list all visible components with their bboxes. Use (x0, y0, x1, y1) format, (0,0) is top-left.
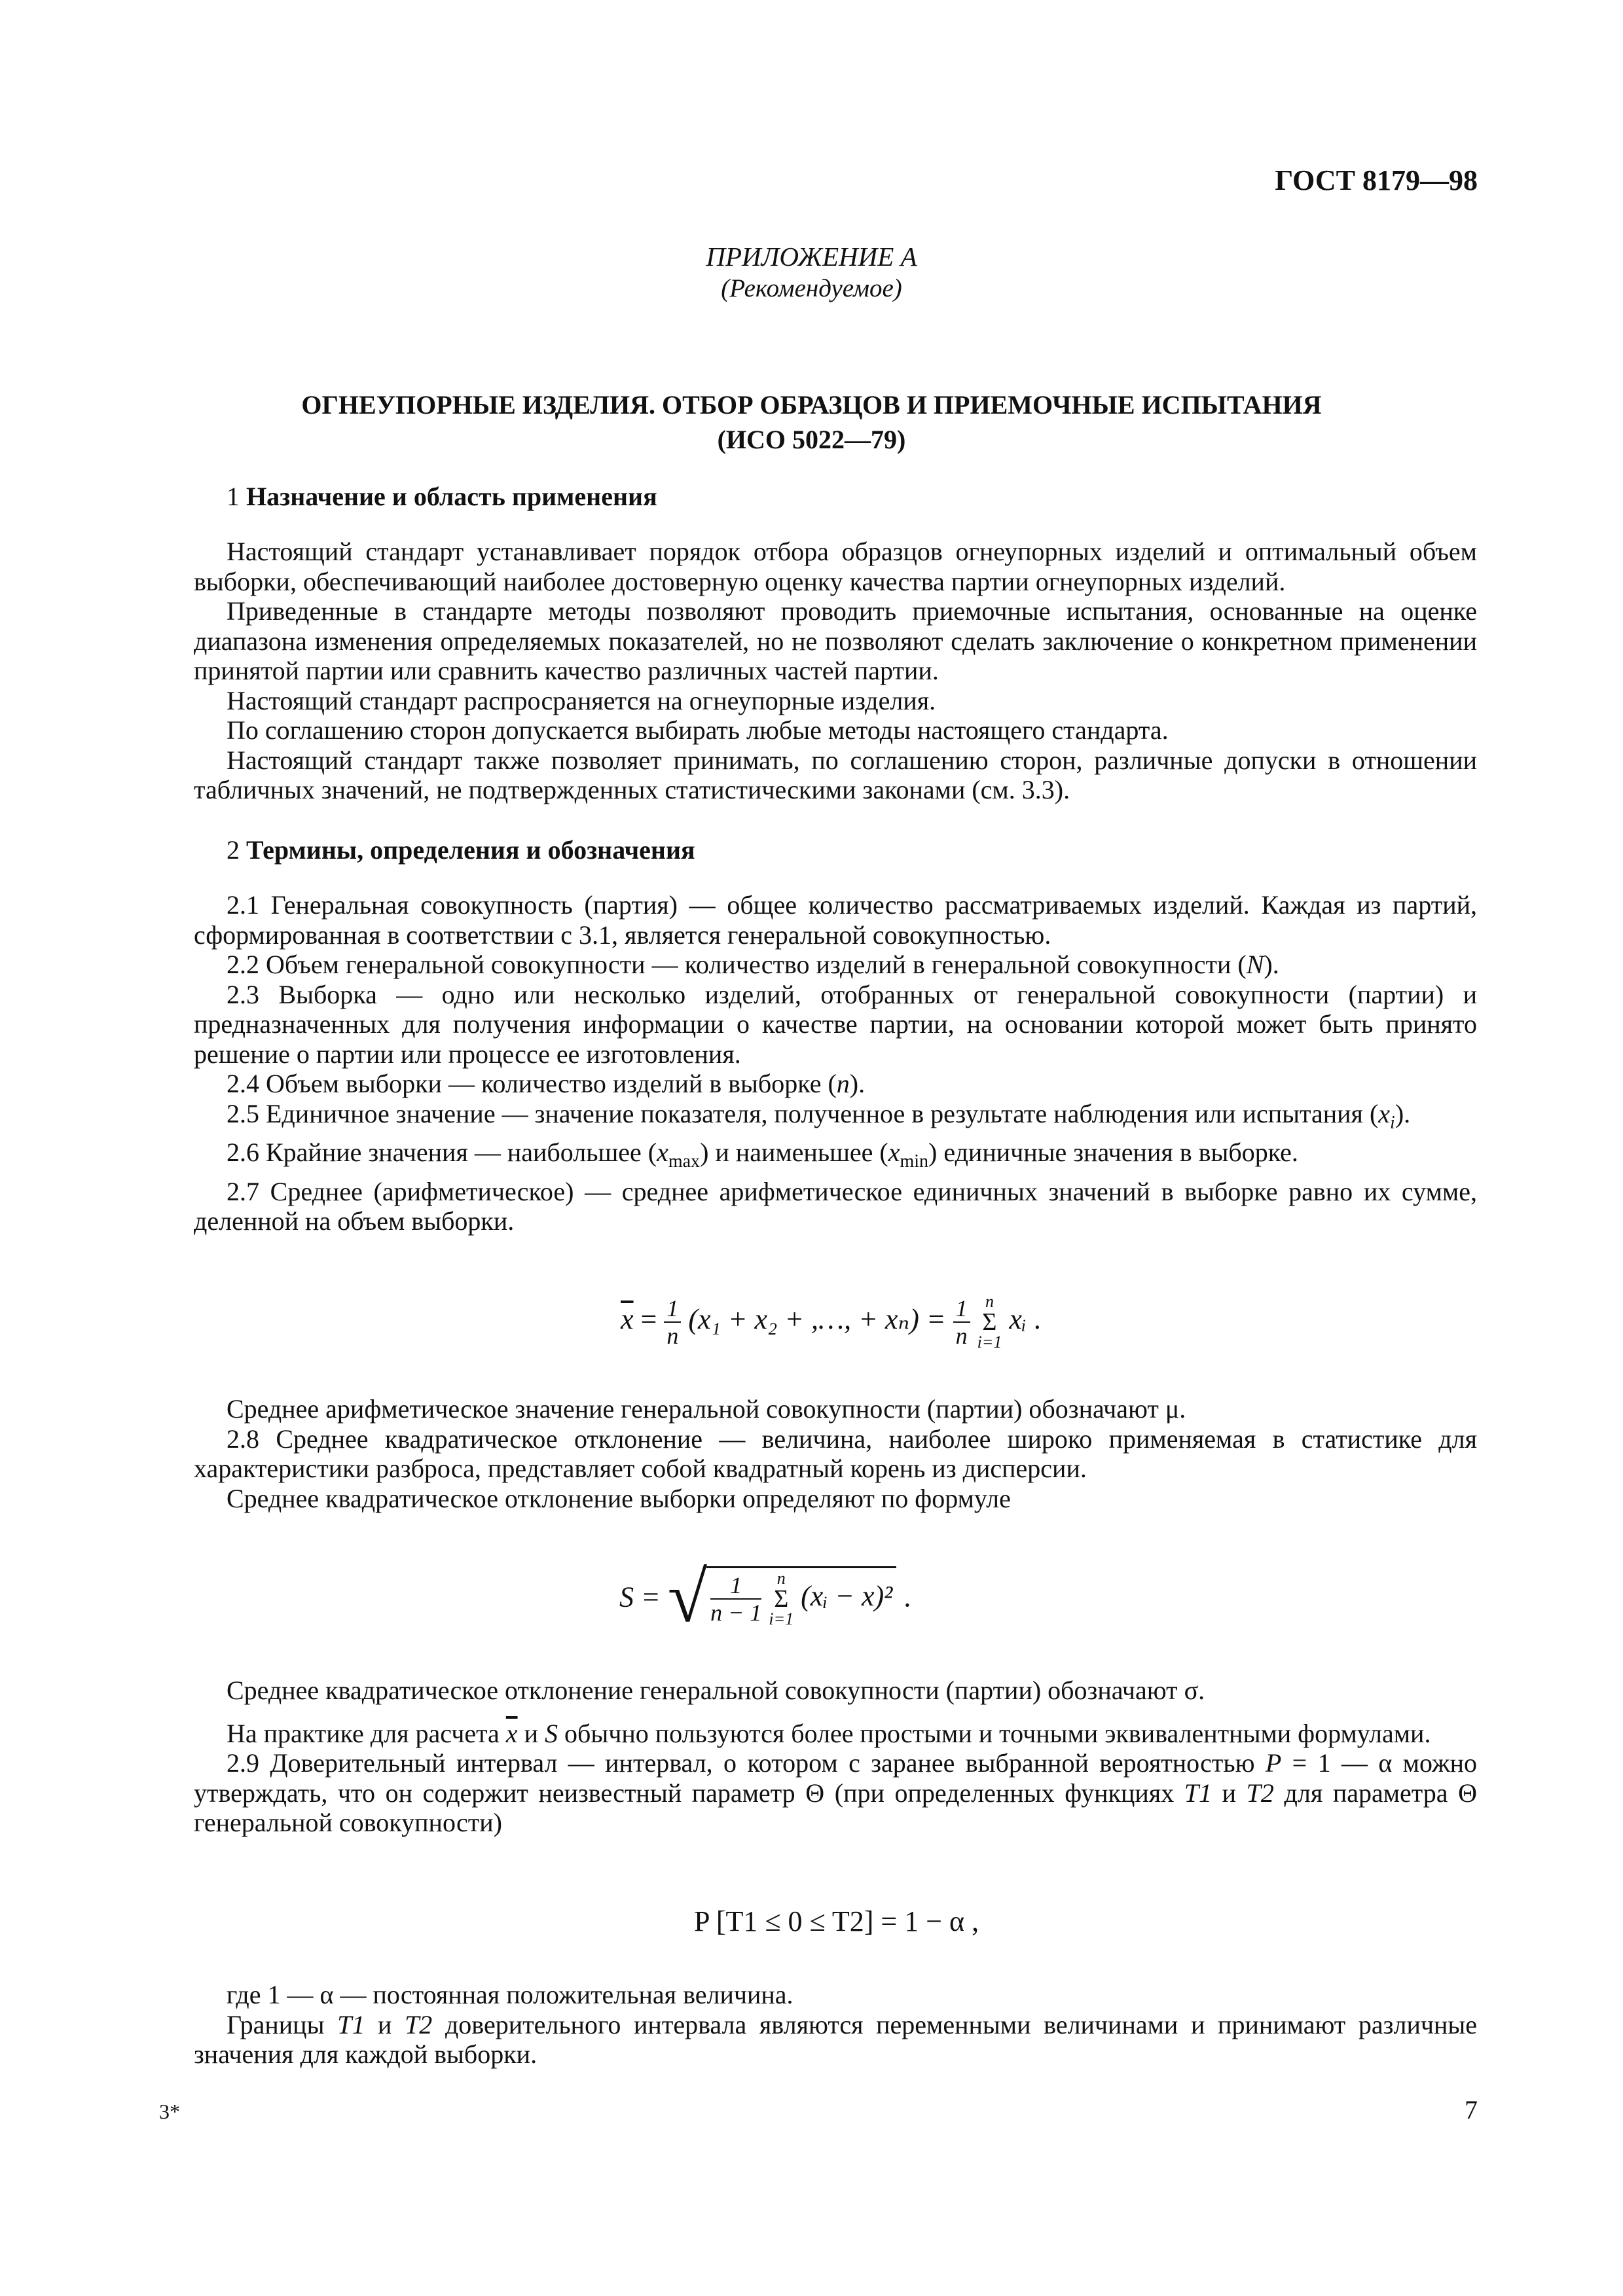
std-formula: S = √ $\frac{1}{n - 1}$ n Σ i=1 (xᵢ − x)² . (619, 1557, 911, 1637)
footer-sheet-mark: 3* (159, 2100, 180, 2123)
section1-paragraph: Настоящий стандарт также позволяет принимать, по соглашению сторон, различные допуски в отношении табличных значений, не подтвержденных статистическими законами (см. 3.3). (194, 745, 1477, 804)
interval-where: где 1 — α — постоянная положительная величина. (227, 1980, 793, 2009)
annex-subtitle: (Рекомендуемое) (721, 274, 902, 302)
section1-body (194, 537, 1477, 805)
section2-body-part3 (194, 1676, 1477, 1838)
page-number: 7 (1465, 2095, 1478, 2125)
definition-2-3: 2.3 Выборка — одно или несколько изделий, отобранных от генеральной совокупности (партии) и предназначенных для получения информации о качестве партии, на основании которой может быть принято решение о партии или процессе ее изготовления. (194, 979, 1477, 1069)
definition-2-1: 2.1 Генеральная совокупность (партия) — общее количество рассматриваемых изделий. Каждая из партий, сформированная в соответствии с 3.1, является генеральной совокупностью. (194, 890, 1477, 950)
main-title-line1: ОГНЕУПОРНЫЕ ИЗДЕЛИЯ. ОТБОР ОБРАЗЦОВ И ПРИЕМОЧНЫЕ ИСПЫТАНИЯ (301, 390, 1322, 420)
definition-2-2: 2.2 Объем генеральной совокупности — количество изделий в генеральной совокупности (N). (227, 950, 1279, 979)
interval-formula: P [T1 ≤ 0 ≤ T2] = 1 − α , (694, 1905, 979, 1937)
definition-2-5: 2.5 Единичное значение — значение показателя, полученное в результате наблюдения или испытания $(x_i)$. (227, 1098, 1411, 1133)
definition-2-8: 2.8 Среднее квадратическое отклонение — величина, наиболее широко применяемая в статистике для характеристики разброса, представляет собой квадратный корень из дисперсии. (194, 1424, 1477, 1483)
section2-body-part4 (194, 1980, 1477, 2070)
section2-heading (227, 834, 695, 865)
definition-2-6: 2.6 Крайние значения — наибольшее $(x_{max})$ и наименьшее $(x_{min})$ единичные значения в выборке. (227, 1138, 1298, 1172)
section1-paragraph: По соглашению сторон допускается выбирать любые методы настоящего стандарта. (227, 715, 1169, 745)
annex-title: ПРИЛОЖЕНИЕ А (706, 242, 917, 272)
std-population-note: Среднее квадратическое отклонение генеральной совокупности (партии) обозначают σ. (227, 1676, 1205, 1705)
section1-paragraph: Приведенные в стандарте методы позволяют проводить приемочные испытания, основанные на оценке диапазона изменения определяемых показателей, но не позволяют сделать заключение о конкретном применении принятой партии или сравнить качество различных частей партии. (194, 596, 1477, 685)
section2-number: 2 (227, 835, 240, 865)
mean-note: Среднее арифметическое значение генеральной совокупности (партии) обозначают μ. (227, 1394, 1186, 1424)
section1-paragraph: Настоящий стандарт устанавливает порядок отбора образцов огнеупорных изделий и оптимальный объем выборки, обеспечивающий наиболее достоверную оценку качества партии огнеупорных изделий. (194, 537, 1477, 596)
definition-2-4: 2.4 Объем выборки — количество изделий в выборке (n). (227, 1069, 866, 1098)
practice-note: На практике для расчета $\overline{x}$ и S обычно пользуются более простыми и точными эквивалентными формулами. (227, 1718, 1431, 1748)
definition-2-7: 2.7 Среднее (арифметическое) — среднее арифметическое единичных значений в выборке равно их сумме, деленной на объем выборки. (194, 1176, 1477, 1236)
std-intro: Среднее квадратическое отклонение выборки определяют по формуле (227, 1483, 1011, 1513)
section1-number: 1 (227, 482, 240, 511)
main-title-line2: (ИСО 5022—79) (717, 425, 906, 454)
mean-formula: $\overline{x}$ = $\frac{1}{n}$ (x₁ + x₂ + ,…, + xₙ) = $\frac{1}{n}$ n Σ i=1 xᵢ . (621, 1292, 1041, 1352)
section1-title: Назначение и область применения (246, 482, 657, 511)
section2-title: Термины, определения и обозначения (246, 835, 695, 865)
section1-heading (227, 481, 657, 512)
interval-bounds: Границы T1 и T2 доверительного интервала являются переменными величинами и принимают различные значения для каждой выборки. (194, 2009, 1478, 2069)
section1-paragraph: Настоящий стандарт распросраняется на огнеупорные изделия. (227, 685, 936, 715)
section2-body-part2 (194, 1394, 1477, 1513)
section2-body-part1 (194, 890, 1477, 1236)
definition-2-9: 2.9 Доверительный интервал — интервал, о котором с заранее выбранной вероятностью P = 1 — α можно утверждать, что он содержит неизвестный параметр Θ (при определенных функциях T1 и T2 для параметра Θ генеральной совокупности) (194, 1748, 1478, 1837)
main-title (0, 387, 1623, 457)
document-id: ГОСТ 8179—98 (1275, 164, 1478, 196)
